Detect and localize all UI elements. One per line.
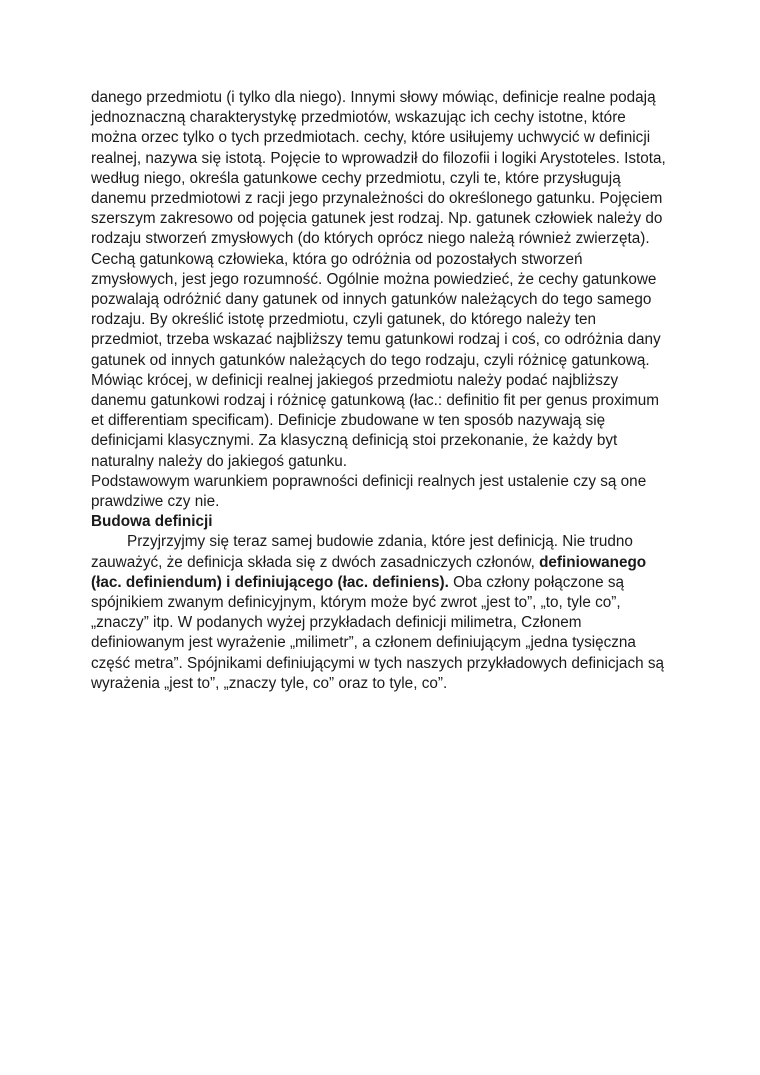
paragraph-bold-terms: definiowanego (łac. definiendum) i definiującego (łac. definiens). bbox=[91, 553, 647, 591]
paragraph-real-definitions: danego przedmiotu (i tylko dla niego). Innymi słowy mówiąc, definicje realne podają jednoznaczną charakterystykę przedmiotów, wskazując ich cechy istotne, które można orzec tylko o tych przedmiotach. cechy, które usiłujemy uchwycić w definicji realnej, nazywa się istotą. Pojęcie to wprowadził do filozofii i logiki Arystoteles. Istota, według niego, określa gatunkowe cechy przedmiotu, czyli te, które przysługują danemu przedmiotowi z racji jego przynależności do określonego gatunku. Pojęciem szerszym zakresowo od pojęcia gatunek jest rodzaj. Np. gatunek człowiek należy do rodzaju stworzeń zmysłowych (do których oprócz niego należą również zwierzęta). Cechą gatunkową człowieka, która go odróżnia od pozostałych stworzeń zmysłowych, jest jego rozumność. Ogólnie można powiedzieć, że cechy gatunkowe pozwalają odróżnić dany gatunek od innych gatunków należących do tego samego rodzaju. By określić istotę przedmiotu, czyli gatunek, do którego należy ten przedmiot, trzeba wskazać najbliższy temu gatunkowi rodzaj i coś, co odróżnia dany gatunek od innych gatunków należących do tego rodzaju, czyli różnicę gatunkową. Mówiąc krócej, w definicji realnej jakiegoś przedmiotu należy podać najbliższy danemu gatunkowi rodzaj i różnicę gatunkową (łac.: definitio fit per genus proximum et differentiam specificam). Definicje zbudowane w ten sposób nazywają się definicjami klasycznymi. Za klasyczną definicją stoi przekonanie, że każdy byt naturalny należy do jakiegoś gatunku. bbox=[91, 89, 666, 470]
section-heading: Budowa definicji bbox=[91, 513, 213, 531]
paragraph-correctness-condition: Podstawowym warunkiem poprawności definicji realnych jest ustalenie czy są one prawdziwe czy nie. bbox=[91, 472, 647, 511]
document-page bbox=[91, 88, 671, 694]
paragraph-text-end: Oba człony połączone są spójnikiem zwanym definicyjnym, którym może być zwrot „jest to”, „to, tyle co”, „znaczy” itp. W podanych wyżej przykładach definicji milimetra, Członem definiowanym jest wyrażenie „milimetr”, a członem definiującym „jedna tysięczna część metra”. Spójnikami definiującymi w tych naszych przykładowych definicjach są wyrażenia „jest to”, „znaczy tyle, co” oraz to tyle, co”. bbox=[91, 573, 665, 692]
paragraph-definition-structure bbox=[91, 532, 671, 694]
paragraph-text-start: Przyjrzyjmy się teraz samej budowie zdania, które jest definicją. Nie trudno zauważyć, że definicja składa się z dwóch zasadniczych członów, bbox=[91, 533, 633, 571]
